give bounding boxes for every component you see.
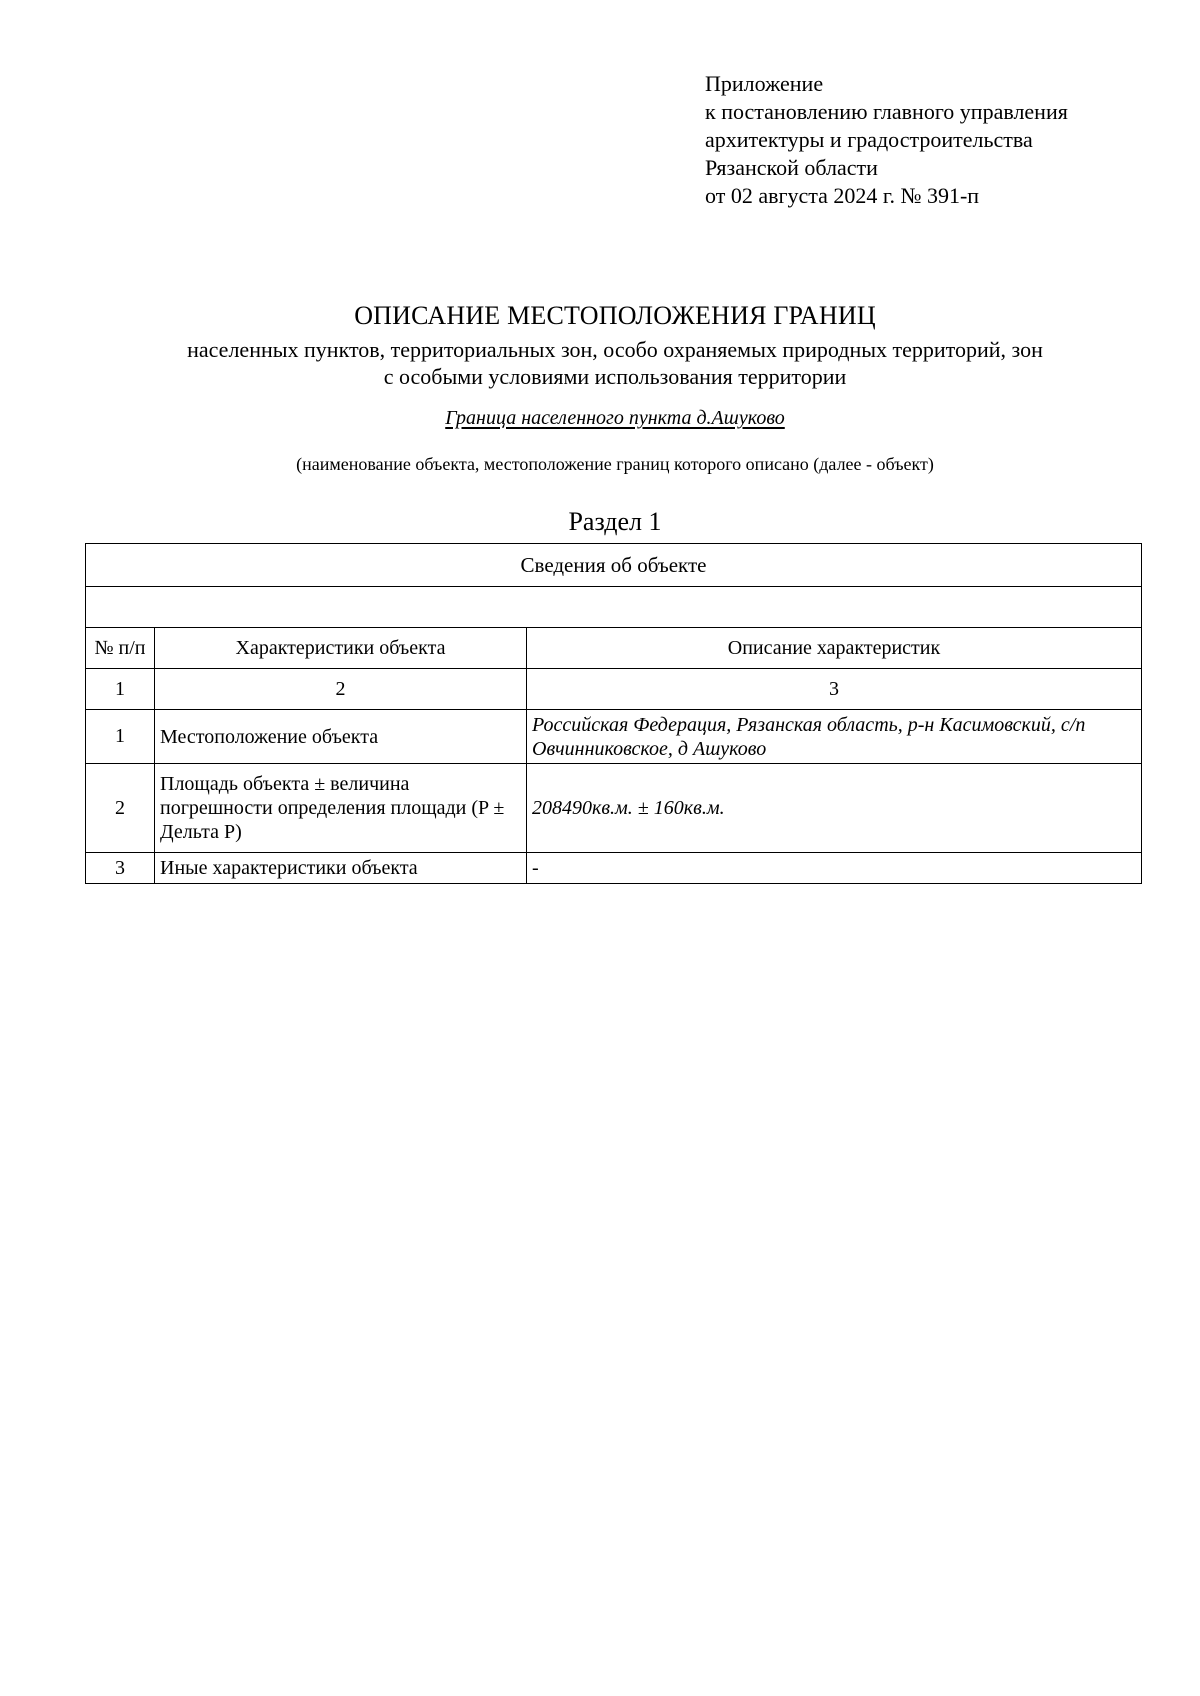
object-name <box>0 405 1200 431</box>
row-description: 208490кв.м. ± 160кв.м. <box>527 764 1142 853</box>
appendix-line: от 02 августа 2024 г. № 391-п <box>705 183 980 208</box>
appendix-line: к постановлению главного управления <box>705 99 1068 124</box>
subtitle-line: с особыми условиями использования территории <box>383 364 847 389</box>
appendix-line: архитектуры и градостроительства <box>705 127 1033 152</box>
appendix-block <box>705 70 1068 210</box>
document-subtitle <box>0 336 1200 390</box>
appendix-line: Приложение <box>705 71 824 96</box>
row-characteristic: Иные характеристики объекта <box>155 853 527 884</box>
subtitle-line: населенных пунктов, территориальных зон, особо охраняемых природных территорий, зон <box>187 337 1043 362</box>
empty-cell <box>86 587 1142 628</box>
column-header: Характеристики объекта <box>155 628 527 669</box>
table-heading: Сведения об объекте <box>86 544 1142 587</box>
table-row <box>86 764 1142 853</box>
column-header: Описание характеристик <box>527 628 1142 669</box>
row-description: - <box>527 853 1142 884</box>
column-header: № п/п <box>86 628 155 669</box>
section-title: Раздел 1 <box>568 507 662 536</box>
object-info-table <box>85 543 1142 884</box>
object-note: (наименование объекта, местоположение границ которого описано (далее - объект) <box>296 454 934 474</box>
table-row <box>86 853 1142 884</box>
row-number: 3 <box>86 853 155 884</box>
table-row <box>86 710 1142 764</box>
object-name-text: Граница населенного пункта д.Ашуково <box>445 407 785 429</box>
table-heading-row <box>86 544 1142 587</box>
column-number: 2 <box>155 669 527 710</box>
row-characteristic: Местоположение объекта <box>155 710 527 764</box>
row-characteristic: Площадь объекта ± величина погрешности определения площади (P ± Дельта P) <box>155 764 527 853</box>
appendix-line: Рязанской области <box>705 155 878 180</box>
table-header-row <box>86 628 1142 669</box>
row-number: 1 <box>86 710 155 764</box>
document-title: ОПИСАНИЕ МЕСТОПОЛОЖЕНИЯ ГРАНИЦ <box>354 301 876 330</box>
table-column-numbers-row <box>86 669 1142 710</box>
row-description: Российская Федерация, Рязанская область, р-н Касимовский, с/п Овчинниковское, д Ашуково <box>527 710 1142 764</box>
row-number: 2 <box>86 764 155 853</box>
column-number: 3 <box>527 669 1142 710</box>
table-empty-row <box>86 587 1142 628</box>
column-number: 1 <box>86 669 155 710</box>
